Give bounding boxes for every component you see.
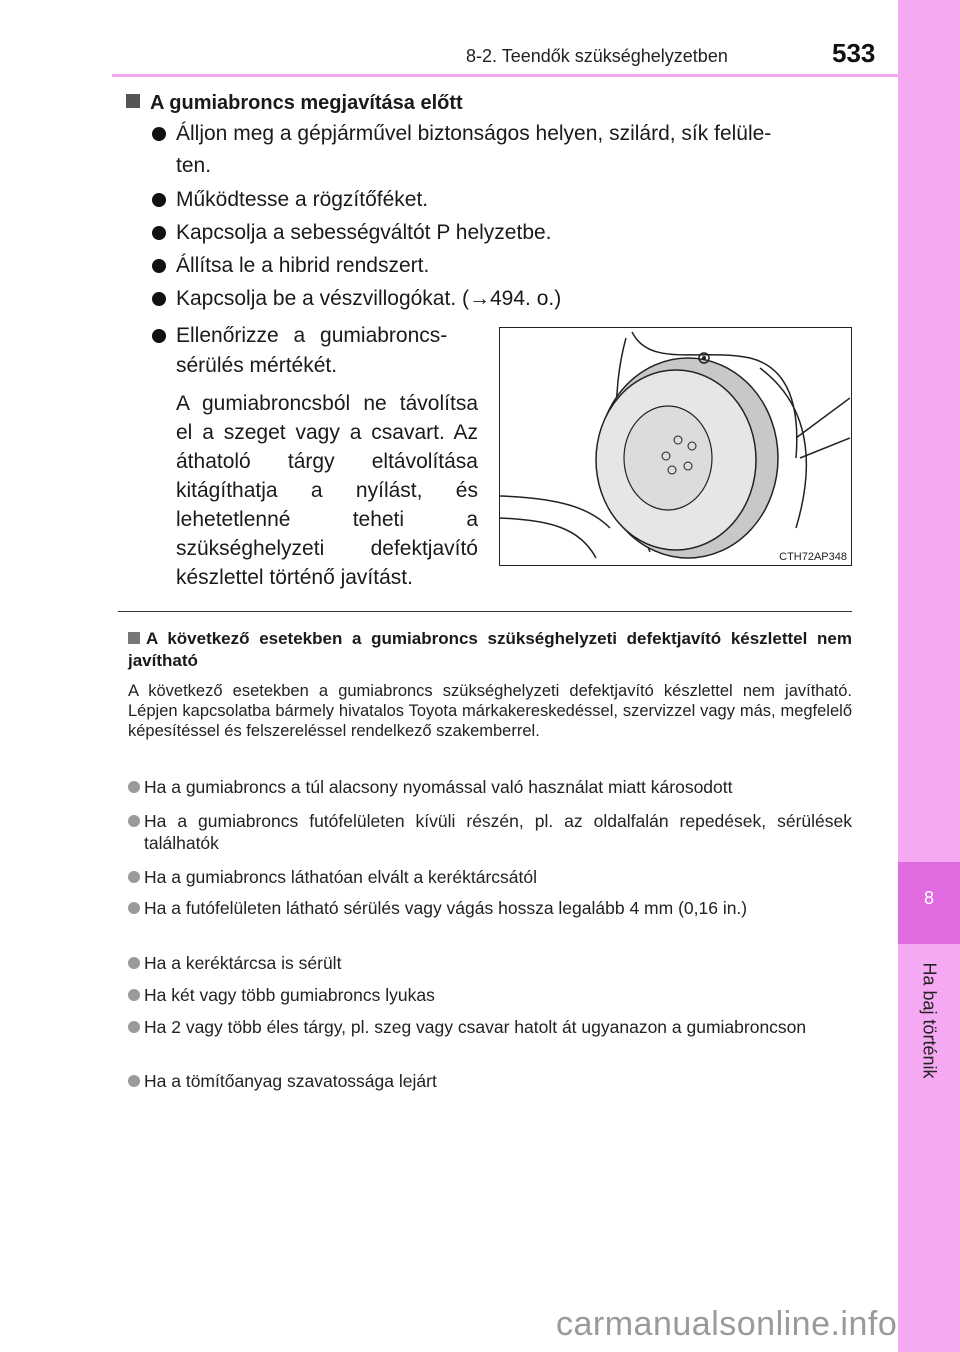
header-rule bbox=[112, 74, 898, 77]
bullet-dot-icon bbox=[152, 226, 166, 240]
chapter-side-tab bbox=[898, 0, 960, 1352]
bullet-dot-icon bbox=[128, 1021, 140, 1033]
section2-intro: A következő esetekben a gumiabroncs szükséghelyzeti defektjavító készlettel nem javítható. Lépjen kapcsolatba bármely hivatalos Toyota márkakereskedéssel, szervizzel vagy más, megfelelő képesítéssel és felszereléssel rendelkező szakemberrel. bbox=[128, 682, 852, 740]
section2-title-text: A következő esetekben a gumiabroncs szükséghelyzeti defektjavító készlettel nem javítható bbox=[128, 629, 852, 670]
section-heading: 8-2. Teendők szükséghelyzetben bbox=[466, 46, 728, 66]
list-item bbox=[128, 952, 852, 974]
bullet-dot-icon bbox=[152, 127, 166, 141]
bullet-text: ten. bbox=[176, 154, 212, 177]
bullet-dot-icon bbox=[128, 815, 140, 827]
page-number: 533 bbox=[832, 38, 876, 68]
bullet-dot-icon bbox=[128, 781, 140, 793]
section1-title bbox=[126, 92, 463, 115]
chapter-title: Ha baj történik bbox=[919, 962, 940, 1079]
bullet-text: Kapcsolja be a vészvillogókat. (→494. o.) bbox=[176, 287, 562, 310]
bullet-text: sérülés mértékét. bbox=[176, 354, 338, 377]
bullet-dot-icon bbox=[152, 329, 166, 343]
bullet-dot-icon bbox=[128, 902, 140, 914]
bullet-text: Kapcsolja a sebességváltót P helyzetbe. bbox=[176, 221, 552, 244]
tire-illustration bbox=[499, 327, 852, 566]
list-item-text: Ha 2 vagy több éles tárgy, pl. szeg vagy csavar hatolt át ugyanazon a gumiabroncson bbox=[144, 1017, 807, 1037]
list-item bbox=[128, 984, 852, 1006]
bullet-dot-icon bbox=[128, 1075, 140, 1087]
bullet-text: Álljon meg a gépjárművel biztonságos helyen, szilárd, sík felüle- bbox=[176, 122, 772, 145]
bullet-text: Ellenőrizze a gumiabroncs- bbox=[176, 324, 448, 347]
list-item-text: Ha a tömítőanyag szavatossága lejárt bbox=[144, 1071, 437, 1091]
bullet-dot-icon bbox=[152, 259, 166, 273]
watermark: carmanualsonline.info bbox=[556, 1305, 898, 1343]
chapter-number-tab: 8 bbox=[898, 862, 960, 944]
chapter-title-tab bbox=[898, 950, 960, 1100]
list-item-text: Ha két vagy több gumiabroncs lyukas bbox=[144, 985, 435, 1005]
bullet-text: Állítsa le a hibrid rendszert. bbox=[176, 254, 430, 277]
square-bullet-icon bbox=[126, 94, 140, 108]
bullet-dot-icon bbox=[128, 871, 140, 883]
list-item-text: Ha a gumiabroncs a túl alacsony nyomással való használat miatt károsodott bbox=[144, 777, 733, 797]
list-item bbox=[128, 1016, 852, 1038]
illustration-code: CTH72AP348 bbox=[779, 551, 847, 563]
list-item bbox=[128, 1070, 852, 1092]
section1-title-text: A gumiabroncs megjavítása előtt bbox=[150, 92, 463, 114]
list-item-text: Ha a futófelületen látható sérülés vagy vágás hossza legalább 4 mm (0,16 in.) bbox=[144, 898, 748, 918]
square-bullet-icon bbox=[128, 632, 140, 644]
tire-drawing bbox=[500, 328, 850, 564]
section2-title bbox=[128, 628, 852, 672]
bullet-dot-icon bbox=[128, 989, 140, 1001]
list-item bbox=[128, 776, 852, 798]
bullet-dot-icon bbox=[152, 193, 166, 207]
bullet-dot-icon bbox=[152, 292, 166, 306]
section-divider bbox=[118, 611, 852, 612]
list-item-text: Ha a keréktárcsa is sérült bbox=[144, 953, 342, 973]
bullet-dot-icon bbox=[128, 957, 140, 969]
page-header bbox=[0, 0, 898, 78]
bullet-text: Működtesse a rögzítőféket. bbox=[176, 188, 429, 211]
list-item bbox=[128, 897, 852, 919]
check-detail-paragraph: A gumiabroncsból ne távolítsa el a szeget vagy a csavart. Az áthatoló tárgy eltávolítása kitágíthatja a nyílást, és lehetetlenné teheti a szükséghelyzeti defektjavító készlettel történő javítást. bbox=[176, 392, 478, 589]
list-item bbox=[128, 810, 852, 854]
list-item bbox=[128, 866, 852, 888]
list-item-text: Ha a gumiabroncs láthatóan elvált a keréktárcsától bbox=[144, 867, 537, 887]
list-item-text: Ha a gumiabroncs futófelületen kívüli részén, pl. az oldalfalán repedések, sérülések találhatók bbox=[144, 811, 852, 853]
